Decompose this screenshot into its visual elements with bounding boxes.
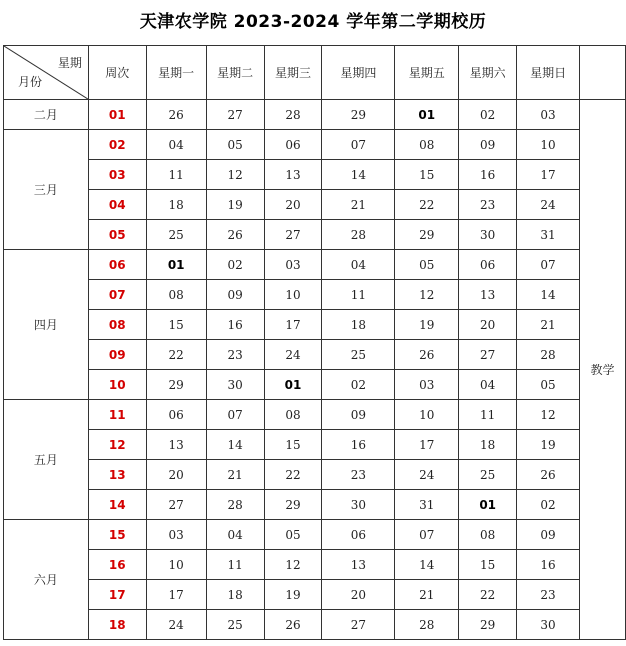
day-header: 星期五 bbox=[395, 46, 459, 100]
week-row bbox=[4, 550, 626, 580]
date-cell: 12 bbox=[517, 400, 580, 430]
date-cell: 13 bbox=[322, 550, 395, 580]
date-cell: 28 bbox=[322, 220, 395, 250]
day-header: 星期日 bbox=[517, 46, 580, 100]
date-cell: 19 bbox=[206, 190, 264, 220]
date-cell: 08 bbox=[395, 130, 459, 160]
month-label: 四月 bbox=[4, 250, 89, 400]
date-cell: 16 bbox=[322, 430, 395, 460]
date-cell: 03 bbox=[395, 370, 459, 400]
date-cell: 26 bbox=[395, 340, 459, 370]
week-number: 16 bbox=[88, 550, 146, 580]
week-number: 18 bbox=[88, 610, 146, 640]
date-cell: 26 bbox=[264, 610, 322, 640]
week-row bbox=[4, 610, 626, 640]
date-cell: 02 bbox=[206, 250, 264, 280]
date-cell: 04 bbox=[459, 370, 517, 400]
day-header: 星期三 bbox=[264, 46, 322, 100]
date-cell: 11 bbox=[146, 160, 206, 190]
date-cell: 21 bbox=[206, 460, 264, 490]
date-cell: 22 bbox=[264, 460, 322, 490]
date-cell: 04 bbox=[322, 250, 395, 280]
week-row bbox=[4, 460, 626, 490]
note-cell: 教学 bbox=[580, 100, 626, 640]
date-cell: 29 bbox=[264, 490, 322, 520]
date-cell: 25 bbox=[146, 220, 206, 250]
date-cell: 20 bbox=[459, 310, 517, 340]
date-cell: 18 bbox=[322, 310, 395, 340]
date-cell: 24 bbox=[146, 610, 206, 640]
date-cell: 08 bbox=[459, 520, 517, 550]
date-cell: 18 bbox=[206, 580, 264, 610]
date-cell: 07 bbox=[322, 130, 395, 160]
date-cell: 28 bbox=[517, 340, 580, 370]
date-cell: 18 bbox=[146, 190, 206, 220]
date-cell: 17 bbox=[395, 430, 459, 460]
week-number: 03 bbox=[88, 160, 146, 190]
date-cell: 30 bbox=[206, 370, 264, 400]
date-cell: 27 bbox=[459, 340, 517, 370]
week-number: 12 bbox=[88, 430, 146, 460]
date-cell: 23 bbox=[517, 580, 580, 610]
date-cell: 01 bbox=[459, 490, 517, 520]
date-cell: 23 bbox=[322, 460, 395, 490]
date-cell: 23 bbox=[459, 190, 517, 220]
date-cell: 01 bbox=[395, 100, 459, 130]
month-label: 五月 bbox=[4, 400, 89, 520]
date-cell: 06 bbox=[322, 520, 395, 550]
date-cell: 27 bbox=[322, 610, 395, 640]
date-cell: 28 bbox=[264, 100, 322, 130]
date-cell: 14 bbox=[322, 160, 395, 190]
week-number: 07 bbox=[88, 280, 146, 310]
week-row bbox=[4, 430, 626, 460]
week-number: 08 bbox=[88, 310, 146, 340]
calendar-body bbox=[4, 46, 626, 640]
date-cell: 27 bbox=[146, 490, 206, 520]
date-cell: 06 bbox=[146, 400, 206, 430]
corner-month-label: 月份 bbox=[18, 75, 43, 89]
date-cell: 28 bbox=[395, 610, 459, 640]
date-cell: 21 bbox=[322, 190, 395, 220]
week-number: 13 bbox=[88, 460, 146, 490]
date-cell: 29 bbox=[146, 370, 206, 400]
date-cell: 03 bbox=[146, 520, 206, 550]
week-row bbox=[4, 520, 626, 550]
date-cell: 14 bbox=[395, 550, 459, 580]
date-cell: 07 bbox=[395, 520, 459, 550]
date-cell: 09 bbox=[206, 280, 264, 310]
date-cell: 04 bbox=[146, 130, 206, 160]
date-cell: 14 bbox=[206, 430, 264, 460]
date-cell: 02 bbox=[517, 490, 580, 520]
day-header: 星期六 bbox=[459, 46, 517, 100]
note-header bbox=[580, 46, 626, 100]
week-number: 10 bbox=[88, 370, 146, 400]
date-cell: 24 bbox=[517, 190, 580, 220]
date-cell: 09 bbox=[322, 400, 395, 430]
date-cell: 13 bbox=[459, 280, 517, 310]
date-cell: 15 bbox=[395, 160, 459, 190]
date-cell: 03 bbox=[264, 250, 322, 280]
page-title: 天津农学院 2023-2024 学年第二学期校历 bbox=[139, 12, 487, 32]
date-cell: 12 bbox=[206, 160, 264, 190]
date-cell: 13 bbox=[146, 430, 206, 460]
date-cell: 25 bbox=[459, 460, 517, 490]
date-cell: 09 bbox=[459, 130, 517, 160]
date-cell: 08 bbox=[146, 280, 206, 310]
date-cell: 22 bbox=[395, 190, 459, 220]
date-cell: 01 bbox=[264, 370, 322, 400]
date-cell: 20 bbox=[322, 580, 395, 610]
date-cell: 28 bbox=[206, 490, 264, 520]
date-cell: 30 bbox=[517, 610, 580, 640]
date-cell: 20 bbox=[264, 190, 322, 220]
date-cell: 18 bbox=[459, 430, 517, 460]
date-cell: 02 bbox=[459, 100, 517, 130]
date-cell: 25 bbox=[322, 340, 395, 370]
date-cell: 27 bbox=[206, 100, 264, 130]
date-cell: 06 bbox=[459, 250, 517, 280]
date-cell: 26 bbox=[517, 460, 580, 490]
week-number: 06 bbox=[88, 250, 146, 280]
date-cell: 07 bbox=[517, 250, 580, 280]
date-cell: 12 bbox=[264, 550, 322, 580]
week-row bbox=[4, 370, 626, 400]
date-cell: 16 bbox=[459, 160, 517, 190]
week-number: 15 bbox=[88, 520, 146, 550]
date-cell: 11 bbox=[322, 280, 395, 310]
corner-weekday-label: 星期 bbox=[57, 56, 82, 70]
date-cell: 14 bbox=[517, 280, 580, 310]
date-cell: 19 bbox=[264, 580, 322, 610]
date-cell: 05 bbox=[517, 370, 580, 400]
date-cell: 29 bbox=[395, 220, 459, 250]
date-cell: 02 bbox=[322, 370, 395, 400]
date-cell: 19 bbox=[517, 430, 580, 460]
week-number: 17 bbox=[88, 580, 146, 610]
date-cell: 26 bbox=[206, 220, 264, 250]
date-cell: 31 bbox=[395, 490, 459, 520]
corner-cell bbox=[4, 46, 89, 100]
week-row bbox=[4, 100, 626, 130]
date-cell: 22 bbox=[459, 580, 517, 610]
date-cell: 19 bbox=[395, 310, 459, 340]
date-cell: 10 bbox=[264, 280, 322, 310]
week-row bbox=[4, 250, 626, 280]
week-row bbox=[4, 400, 626, 430]
date-cell: 03 bbox=[517, 100, 580, 130]
date-cell: 17 bbox=[146, 580, 206, 610]
date-cell: 11 bbox=[459, 400, 517, 430]
date-cell: 26 bbox=[146, 100, 206, 130]
date-cell: 17 bbox=[517, 160, 580, 190]
date-cell: 23 bbox=[206, 340, 264, 370]
week-row bbox=[4, 190, 626, 220]
date-cell: 15 bbox=[459, 550, 517, 580]
week-number: 01 bbox=[88, 100, 146, 130]
date-cell: 13 bbox=[264, 160, 322, 190]
date-cell: 16 bbox=[517, 550, 580, 580]
month-label: 二月 bbox=[4, 100, 89, 130]
date-cell: 04 bbox=[206, 520, 264, 550]
week-number: 09 bbox=[88, 340, 146, 370]
week-column-header: 周次 bbox=[88, 46, 146, 100]
date-cell: 09 bbox=[517, 520, 580, 550]
date-cell: 07 bbox=[206, 400, 264, 430]
date-cell: 05 bbox=[264, 520, 322, 550]
date-cell: 27 bbox=[264, 220, 322, 250]
date-cell: 22 bbox=[146, 340, 206, 370]
date-cell: 29 bbox=[459, 610, 517, 640]
date-cell: 01 bbox=[146, 250, 206, 280]
week-row bbox=[4, 310, 626, 340]
date-cell: 21 bbox=[517, 310, 580, 340]
date-cell: 24 bbox=[395, 460, 459, 490]
date-cell: 10 bbox=[517, 130, 580, 160]
date-cell: 15 bbox=[146, 310, 206, 340]
date-cell: 06 bbox=[264, 130, 322, 160]
date-cell: 15 bbox=[264, 430, 322, 460]
date-cell: 05 bbox=[206, 130, 264, 160]
week-row bbox=[4, 160, 626, 190]
week-number: 02 bbox=[88, 130, 146, 160]
date-cell: 05 bbox=[395, 250, 459, 280]
date-cell: 25 bbox=[206, 610, 264, 640]
week-number: 11 bbox=[88, 400, 146, 430]
date-cell: 10 bbox=[395, 400, 459, 430]
header-row bbox=[4, 46, 626, 100]
week-row bbox=[4, 280, 626, 310]
date-cell: 12 bbox=[395, 280, 459, 310]
week-row bbox=[4, 130, 626, 160]
month-label: 六月 bbox=[4, 520, 89, 640]
date-cell: 11 bbox=[206, 550, 264, 580]
calendar-table bbox=[3, 45, 626, 640]
date-cell: 29 bbox=[322, 100, 395, 130]
date-cell: 24 bbox=[264, 340, 322, 370]
date-cell: 30 bbox=[459, 220, 517, 250]
date-cell: 16 bbox=[206, 310, 264, 340]
week-number: 04 bbox=[88, 190, 146, 220]
month-label: 三月 bbox=[4, 130, 89, 250]
day-header: 星期四 bbox=[322, 46, 395, 100]
date-cell: 31 bbox=[517, 220, 580, 250]
date-cell: 20 bbox=[146, 460, 206, 490]
date-cell: 08 bbox=[264, 400, 322, 430]
date-cell: 17 bbox=[264, 310, 322, 340]
day-header: 星期一 bbox=[146, 46, 206, 100]
date-cell: 21 bbox=[395, 580, 459, 610]
week-row bbox=[4, 580, 626, 610]
week-number: 14 bbox=[88, 490, 146, 520]
week-row bbox=[4, 490, 626, 520]
date-cell: 10 bbox=[146, 550, 206, 580]
day-header: 星期二 bbox=[206, 46, 264, 100]
week-row bbox=[4, 220, 626, 250]
date-cell: 30 bbox=[322, 490, 395, 520]
week-row bbox=[4, 340, 626, 370]
week-number: 05 bbox=[88, 220, 146, 250]
